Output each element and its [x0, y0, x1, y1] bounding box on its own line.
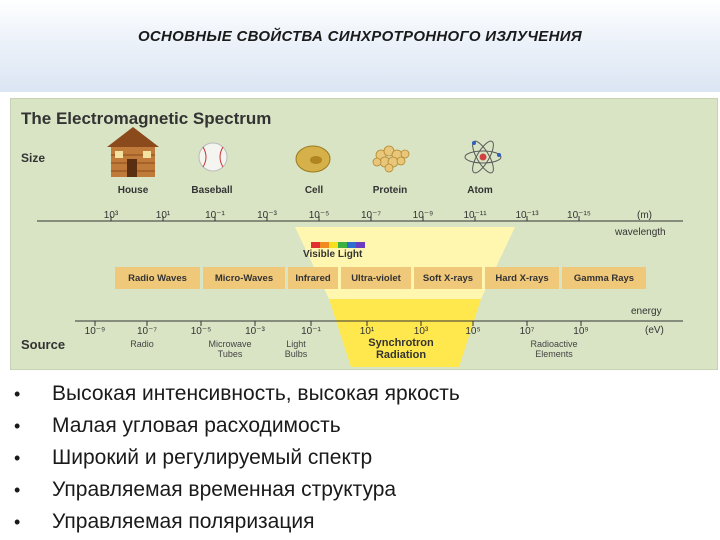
energy-tick-label: 10⁻⁷ [136, 326, 158, 337]
object-label-protein: Protein [372, 185, 408, 196]
band-soft-x-rays: Soft X-rays [414, 267, 482, 289]
wavelength-tick-label: 10⁻⁹ [412, 210, 434, 221]
wavelength-unit: (m) [637, 210, 652, 221]
wavelength-tick-label: 10⁻¹⁵ [567, 210, 591, 221]
energy-tick-label: 10⁵ [465, 326, 481, 337]
atom-icon [465, 138, 501, 175]
slide-title: ОСНОВНЫЕ СВОЙСТВА СИНХРОТРОННОГО ИЗЛУЧЕНИЯ [137, 28, 583, 45]
list-item [0, 378, 720, 410]
list-item-text: Малая угловая расходимость [52, 414, 341, 437]
source-radio [107, 339, 177, 349]
properties-list [0, 378, 720, 538]
source-light-bulbs [261, 339, 331, 359]
wavelength-tick-label: 10⁻¹ [205, 210, 225, 221]
band-hard-x-rays: Hard X-rays [485, 267, 559, 289]
energy-tick-label: 10⁷ [519, 326, 535, 337]
wavelength-tick-label: 10⁻³ [257, 210, 277, 221]
wavelength-tick-label: 10⁻⁷ [360, 210, 382, 221]
source-line: Bulbs [284, 349, 308, 359]
list-item-text: Высокая интенсивность, высокая яркость [52, 382, 460, 405]
energy-tick-label: 10⁹ [573, 326, 589, 337]
energy-tick-label: 10¹ [359, 326, 375, 337]
spectrum-band-row [115, 267, 651, 289]
spectrum-title: The Electromagnetic Spectrum [21, 109, 272, 128]
synchrotron-label-line: Radiation [375, 349, 427, 361]
object-label-cell: Cell [304, 185, 324, 196]
source-line: Radio [130, 339, 154, 349]
visible-light-label: Visible Light [303, 249, 363, 260]
source-line: Microwave [208, 339, 252, 349]
source-line: Tubes [217, 349, 243, 359]
visible-light-spectrum-bar [311, 242, 365, 248]
size-row-label: Size [21, 151, 46, 165]
energy-unit: (eV) [645, 325, 664, 336]
source-microwave-tubes [195, 339, 265, 359]
wavelength-tick-label: 10¹ [155, 210, 171, 221]
wavelength-tick-label: 10⁻¹¹ [463, 210, 487, 221]
synchrotron-radiation-label [341, 337, 461, 361]
list-item [0, 506, 720, 538]
energy-tick-label: 10⁻⁹ [84, 326, 106, 337]
baseball-icon [199, 143, 227, 171]
cell-icon [296, 146, 330, 172]
band-gamma-rays: Gamma Rays [562, 267, 646, 289]
wavelength-tick-label: 10⁻¹³ [515, 210, 539, 221]
object-label-atom: Atom [467, 185, 493, 196]
wavelength-axis-label: wavelength [615, 227, 666, 238]
energy-tick-label: 10⁻⁵ [190, 326, 212, 337]
energy-axis-label: energy [631, 306, 662, 317]
source-radioactive-elements [519, 339, 589, 359]
bullet-icon: • [14, 480, 21, 500]
source-line: Elements [535, 349, 573, 359]
list-item [0, 442, 720, 474]
em-spectrum-figure [10, 98, 718, 370]
bullet-icon: • [14, 384, 21, 404]
house-icon [107, 127, 159, 177]
protein-icon [373, 146, 409, 172]
object-label-house: House [117, 185, 149, 196]
source-row-label: Source [21, 337, 66, 352]
list-item [0, 474, 720, 506]
wavelength-tick-label: 10³ [103, 210, 119, 221]
band-radio-waves: Radio Waves [115, 267, 200, 289]
energy-tick-label: 10³ [413, 326, 429, 337]
band-ultra-violet: Ultra-violet [341, 267, 411, 289]
source-line: Radioactive [530, 339, 578, 349]
bullet-icon: • [14, 448, 21, 468]
list-item-text: Управляемая временная структура [52, 478, 397, 501]
list-item-text: Широкий и регулируемый спектр [52, 446, 373, 469]
band-infrared: Infrared [288, 267, 338, 289]
bullet-icon: • [14, 416, 21, 436]
list-item [0, 410, 720, 442]
list-item-text: Управляемая поляризация [52, 510, 315, 533]
energy-tick-label: 10⁻¹ [301, 326, 321, 337]
bullet-icon: • [14, 512, 21, 532]
slide-header [0, 0, 720, 92]
wavelength-tick-label: 10⁻⁵ [308, 210, 330, 221]
energy-tick-label: 10⁻³ [245, 326, 265, 337]
synchrotron-label-line: Synchrotron [368, 337, 434, 349]
band-micro-waves: Micro-Waves [203, 267, 285, 289]
source-line: Light [286, 339, 306, 349]
object-label-baseball: Baseball [191, 185, 233, 196]
